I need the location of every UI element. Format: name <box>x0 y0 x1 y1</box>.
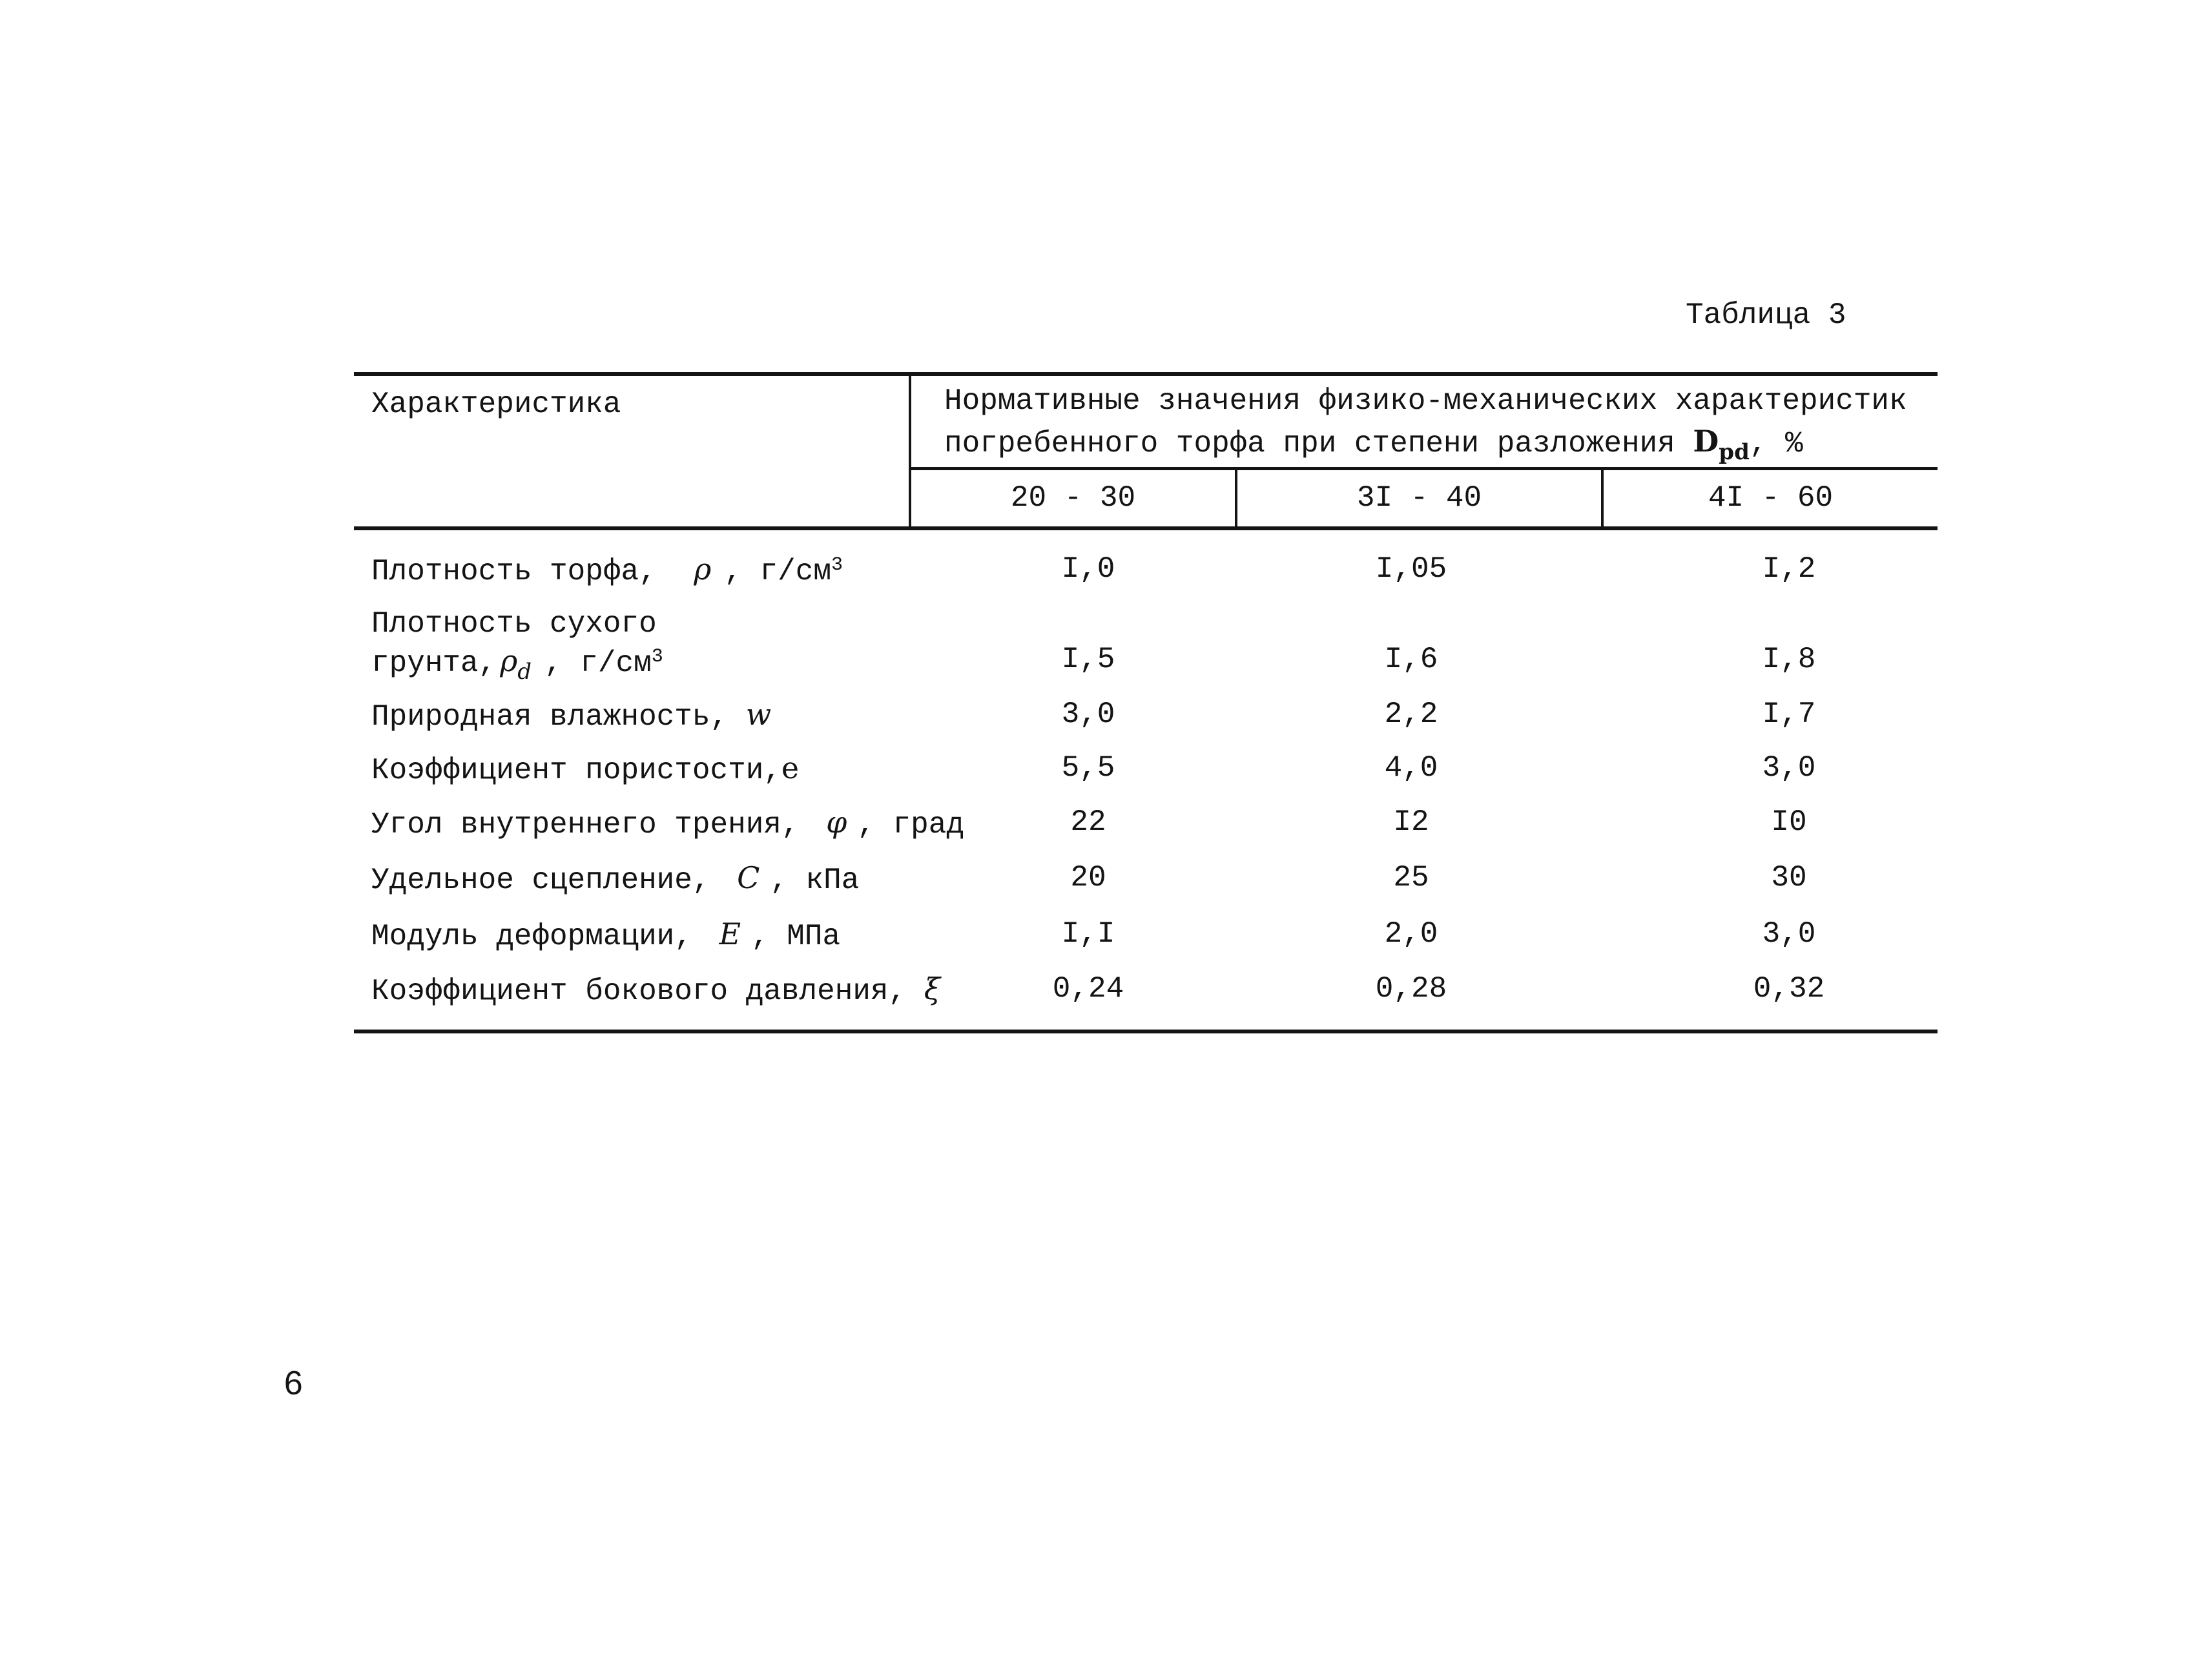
dry-density-symbol: $\rho_d$ <box>500 643 532 685</box>
cohesion-symbol: C <box>737 860 760 895</box>
table-cell: 3,0 <box>1762 917 1816 951</box>
table-cell: I,0 <box>1061 552 1115 586</box>
table-cell: 2,0 <box>1384 917 1438 951</box>
table-cell: 25 <box>1393 861 1429 895</box>
lateral-pressure-symbol: ξ <box>924 971 941 1006</box>
header-group-line2-text: погребенного торфа при степени разложения <box>944 427 1675 461</box>
header-group-line2 <box>944 421 1803 464</box>
row-label-deformation-modulus: Модуль деформации, E , МПа <box>371 917 841 953</box>
table-cell: 22 <box>1070 805 1106 839</box>
moisture-symbol: w <box>745 697 772 732</box>
header-group-rule <box>910 467 1938 470</box>
header-characteristic: Характеристика <box>371 388 621 421</box>
table-cell: I2 <box>1393 805 1429 839</box>
friction-angle-symbol: φ <box>826 805 847 840</box>
table-cell: 0,32 <box>1753 972 1825 1006</box>
row-label-friction-angle: Угол внутреннего трения, φ , град <box>371 805 964 842</box>
row-label-dry-density: грунта, $\rho_d$ , $г/см^3$ <box>371 643 663 685</box>
table-cell: I,6 <box>1384 643 1438 676</box>
table-cell: I,I <box>1061 917 1115 951</box>
header-bottom-rule <box>354 526 1938 530</box>
table-top-rule <box>354 372 1938 376</box>
table-cell: I,8 <box>1762 643 1816 676</box>
header-group-line1: Нормативные значения физико-механических характеристик <box>944 384 1907 418</box>
table-cell: 0,28 <box>1375 972 1447 1006</box>
range-header-1: 20 - 30 <box>1010 481 1136 515</box>
table-cell: 3,0 <box>1762 751 1816 785</box>
table-cell: 20 <box>1070 861 1106 895</box>
table-cell: I,7 <box>1762 698 1816 731</box>
row-label-dry-density-line1: Плотность сухого <box>371 607 657 641</box>
table-cell: 2,2 <box>1384 698 1438 731</box>
decomposition-degree-symbol: $D_{pd}$ <box>1693 424 1750 465</box>
header-group-suffix: , % <box>1749 427 1803 461</box>
table-cell: I,05 <box>1375 552 1447 586</box>
porosity-symbol: e <box>781 751 800 785</box>
row-label-peat-density: Плотность торфа, ρ , $г/см^3$ <box>371 552 843 588</box>
table-bottom-rule <box>354 1030 1938 1033</box>
table-caption: Таблица 3 <box>1686 298 1846 332</box>
table-cell: 3,0 <box>1061 698 1115 731</box>
row-label-natural-moisture: Природная влажность, w <box>371 697 772 734</box>
table-cell: 4,0 <box>1384 751 1438 785</box>
row-label-porosity: Коэффициент пористости,e <box>371 751 800 787</box>
row-label-cohesion: Удельное сцепление, C , кПа <box>371 860 860 897</box>
deformation-modulus-symbol: E <box>719 917 741 951</box>
density-symbol: ρ <box>694 552 712 586</box>
page-number: 9 <box>284 1363 303 1401</box>
table-cell: I0 <box>1771 805 1807 839</box>
table-cell: 0,24 <box>1052 972 1124 1006</box>
table-cell: 5,5 <box>1061 751 1115 785</box>
table-cell: 30 <box>1771 861 1807 895</box>
table-cell: I,2 <box>1762 552 1816 586</box>
table-cell: I,5 <box>1061 643 1115 676</box>
range-header-2: 3I - 40 <box>1356 481 1482 515</box>
range-header-3: 4I - 60 <box>1708 481 1834 515</box>
row-label-lateral-pressure: Коэффициент бокового давления, ξ <box>371 971 941 1008</box>
